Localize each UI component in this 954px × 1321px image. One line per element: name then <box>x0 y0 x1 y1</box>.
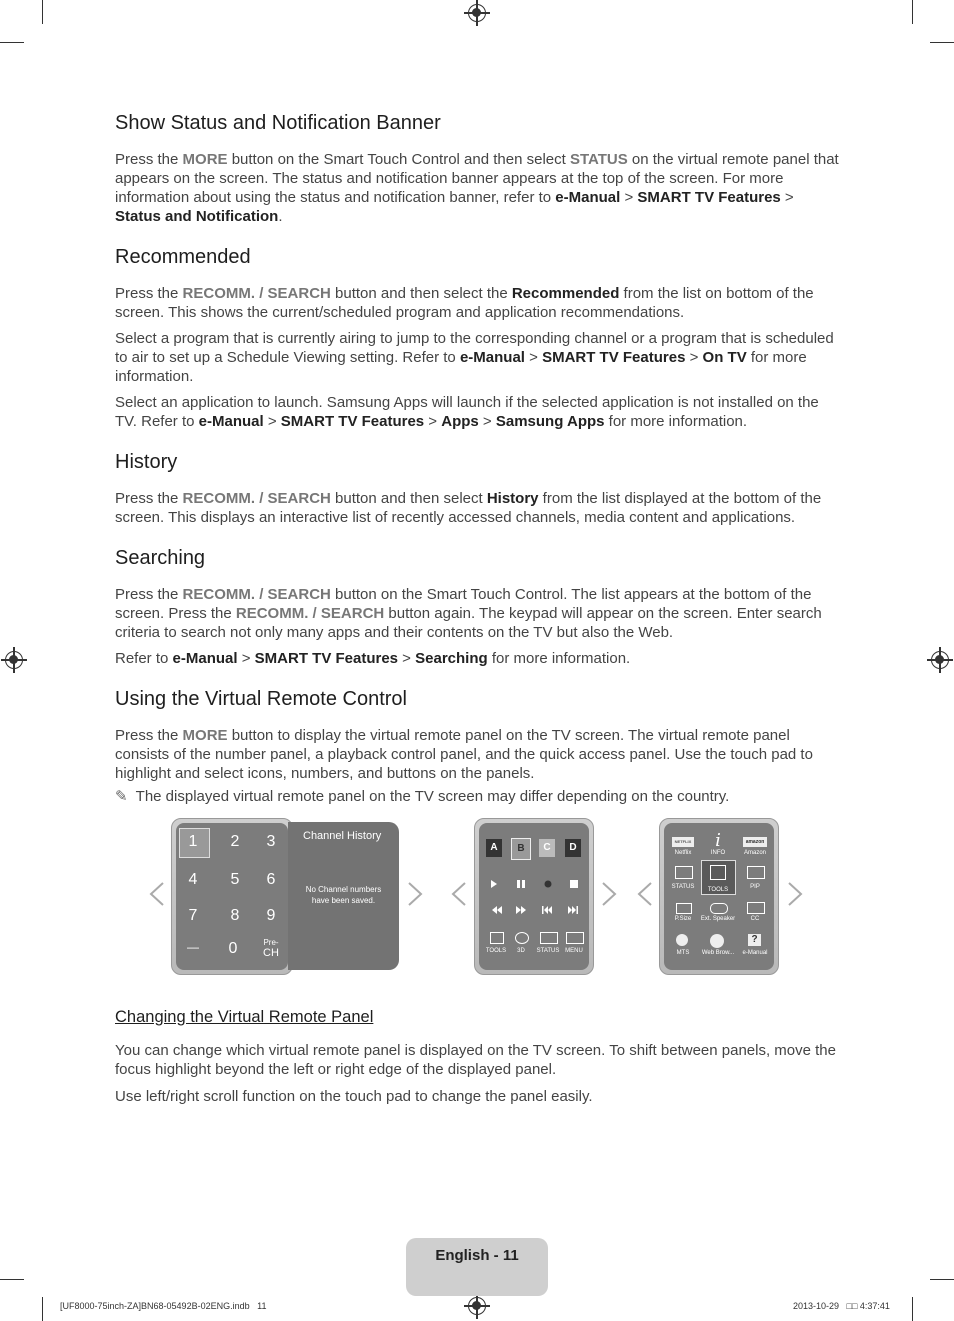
cc-label: CC <box>750 916 760 922</box>
registration-mark-icon <box>468 4 486 22</box>
crop-mark <box>930 42 954 43</box>
info-icon[interactable]: i <box>715 830 721 851</box>
mts-icon[interactable] <box>676 934 688 946</box>
number-key-5[interactable]: 5 <box>230 871 240 888</box>
page-number-tab <box>406 1238 548 1296</box>
section-title: Searching <box>115 547 206 569</box>
channel-history-empty: No Channel numbers have been saved. <box>305 885 382 905</box>
menu-label: MENU <box>565 948 583 954</box>
netflix-label: Netflix <box>674 850 692 856</box>
section-title: Show Status and Notification Banner <box>115 112 441 134</box>
picture-size-icon[interactable] <box>676 903 692 914</box>
status-label: STATUS <box>536 948 560 954</box>
subsection <box>115 1008 840 1106</box>
chevron-right-icon <box>600 881 618 907</box>
paragraph: You can change which virtual remote panel is displayed on the TV screen. To shift between panels, move the focus highlight beyond the left or right edge of the displayed panel. <box>115 1042 836 1078</box>
ext-speaker-label: Ext. Speaker <box>700 916 736 922</box>
paragraph: Press the RECOMM. / SEARCH button on the Smart Touch Control. The list appears at the bottom of the screen. Press the RECOMM. / SEARCH button again. The keypad will appear on the screen. Enter search criteria to search not only many apps and their contents on the TV but also the Web. <box>115 586 822 641</box>
3d-label: 3D <box>517 948 525 954</box>
status-icon[interactable] <box>540 932 558 944</box>
section-title: Using the Virtual Remote Control <box>115 688 407 710</box>
paragraph: Select a program that is currently airing to jump to the corresponding channel or a program that is scheduled to air to set up a Schedule Viewing setting. Refer to e-Manual > SMART TV Features > On TV for more information. <box>115 330 834 385</box>
tools-label: TOOLS <box>707 887 729 893</box>
color-button-a[interactable]: A <box>486 839 502 857</box>
paragraph: Select an application to launch. Samsung Apps will launch if the selected application is not installed on the TV. Refer to e-Manual > SMART TV Features > Apps > Samsung Apps for more information. <box>115 394 819 430</box>
tools-icon[interactable] <box>490 932 504 944</box>
print-timestamp: 2013-10-29 □□ 4:37:41 <box>793 1301 890 1311</box>
chevron-right-icon <box>406 881 424 907</box>
color-button-d[interactable]: D <box>565 839 581 857</box>
menu-icon[interactable] <box>566 932 584 944</box>
crop-mark <box>912 1297 913 1321</box>
playback-controls-icon[interactable] <box>484 874 584 922</box>
pip-icon[interactable] <box>747 866 765 879</box>
page-number: English - 11 <box>435 1247 519 1264</box>
help-icon[interactable]: ? <box>748 934 761 946</box>
file-info: [UF8000-75inch-ZA]BN68-05492B-02ENG.indb 11 <box>60 1301 267 1311</box>
paragraph: Press the MORE button to display the virtual remote panel on the TV screen. The virtual remote panel consists of the number panel, a playback control panel, and the quick access panel. Use the touch pad to highlight and select icons, numbers, and buttons on the panels. <box>115 727 813 782</box>
chevron-left-icon <box>636 881 654 907</box>
chevron-left-icon <box>148 881 166 907</box>
paragraph: Press the RECOMM. / SEARCH button and then select the Recommended from the list on bottom of the screen. This shows the current/scheduled program and application recommendations. <box>115 285 814 321</box>
crop-mark <box>930 1279 954 1280</box>
section-title: History <box>115 451 178 473</box>
registration-mark-icon <box>5 651 23 669</box>
cc-icon[interactable] <box>747 902 765 914</box>
registration-mark-icon <box>931 651 949 669</box>
color-button-c[interactable]: C <box>539 839 555 857</box>
paragraph: Press the MORE button on the Smart Touch Control and then select STATUS on the virtual remote panel that appears on the screen. The status and notification banner appears at the top of the screen. For more information about using the status and notification banner, refer to e-Manual > SMART TV Features > Status and Notification. <box>115 151 839 225</box>
crop-mark <box>42 0 43 24</box>
e-manual-label: e-Manual <box>742 950 768 956</box>
tools-label: TOOLS <box>485 948 507 954</box>
tools-icon[interactable] <box>710 865 726 880</box>
psize-label: P.Size <box>674 916 692 922</box>
paragraph: Use left/right scroll function on the touch pad to change the panel easily. <box>115 1088 593 1105</box>
number-key-9[interactable]: 9 <box>266 907 276 924</box>
number-key-4[interactable]: 4 <box>188 871 198 888</box>
subsection-title: Changing the Virtual Remote Panel <box>115 1008 374 1026</box>
crop-mark <box>42 1297 43 1321</box>
channel-history-panel <box>288 822 399 970</box>
crop-mark <box>0 42 24 43</box>
pip-label: PIP <box>750 884 760 890</box>
registration-mark-icon <box>468 1297 486 1315</box>
crop-mark <box>0 1279 24 1280</box>
number-key-2[interactable]: 2 <box>230 833 240 850</box>
3d-icon[interactable] <box>515 932 529 944</box>
number-key-3[interactable]: 3 <box>266 833 276 850</box>
channel-history-title: Channel History <box>303 830 382 842</box>
number-key-7[interactable]: 7 <box>188 907 198 924</box>
number-key-8[interactable]: 8 <box>230 907 240 924</box>
paragraph: Refer to e-Manual > SMART TV Features > Searching for more information. <box>115 650 631 667</box>
paragraph: Press the RECOMM. / SEARCH button and then select History from the list displayed at the bottom of the screen. This displays an interactive list of recently accessed channels, media content and applications. <box>115 490 822 526</box>
info-label: INFO <box>710 850 726 856</box>
number-key-0[interactable]: 0 <box>228 940 238 957</box>
status-icon[interactable] <box>675 866 693 879</box>
amazon-label: Amazon <box>743 850 766 856</box>
note: ✎ The displayed virtual remote panel on the TV screen may differ depending on the country. <box>115 788 730 805</box>
crop-mark <box>912 0 913 24</box>
chevron-left-icon <box>450 881 468 907</box>
mts-label: MTS <box>676 950 690 956</box>
web-browser-icon[interactable] <box>710 934 724 948</box>
netflix-logo[interactable]: NETFLIX <box>672 837 694 847</box>
status-label: STATUS <box>671 884 695 890</box>
chevron-right-icon <box>786 881 804 907</box>
number-key-1[interactable]: 1 <box>188 833 198 850</box>
section-title: Recommended <box>115 246 251 268</box>
number-key-6[interactable]: 6 <box>266 871 276 888</box>
amazon-logo[interactable]: amazon <box>743 837 767 847</box>
page-content <box>115 112 840 806</box>
speaker-icon[interactable] <box>710 903 728 914</box>
pencil-note-icon: ✎ <box>115 788 128 805</box>
prech-key[interactable]: Pre- CH <box>263 938 279 959</box>
color-button-b[interactable]: B <box>511 838 531 860</box>
web-browser-label: Web Brow... <box>701 950 735 956</box>
dash-key[interactable]: — <box>187 940 199 954</box>
